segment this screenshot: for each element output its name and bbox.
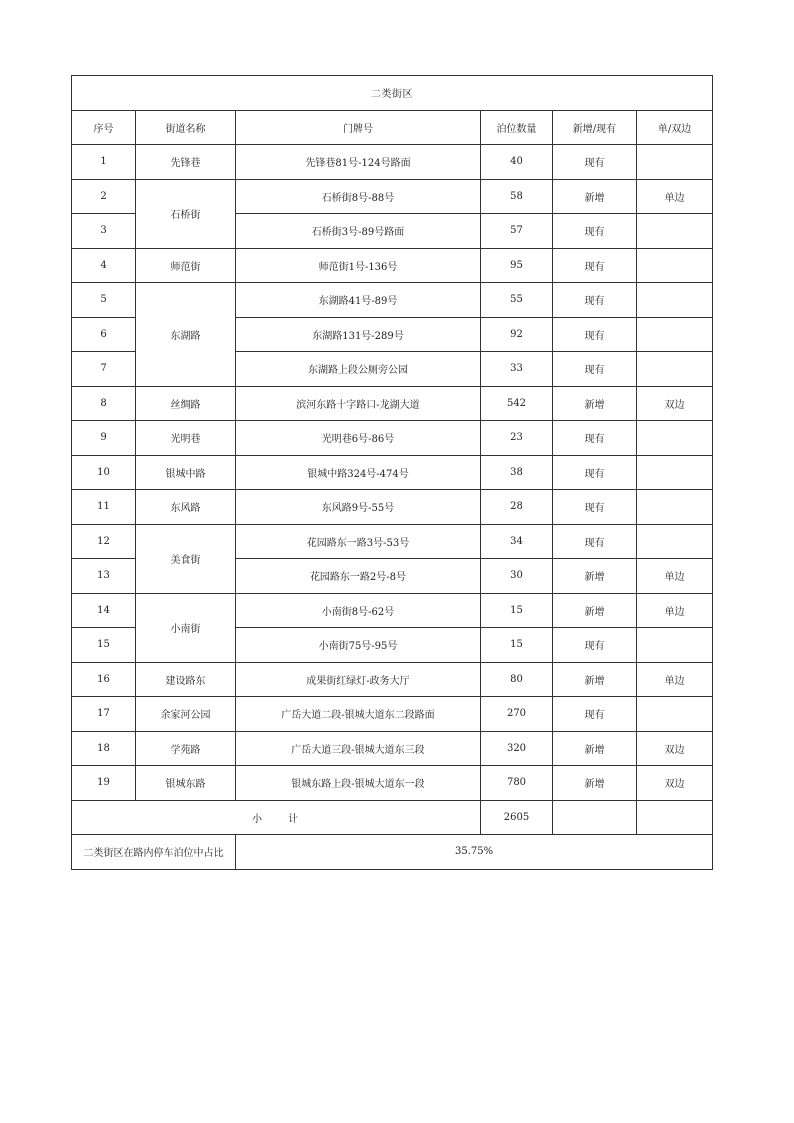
- cell-no: 3: [72, 214, 136, 249]
- cell-no: 8: [72, 386, 136, 421]
- cell-address: 东湖路41号-89号: [236, 283, 481, 318]
- cell-street: 银城中路: [136, 455, 236, 490]
- cell-side: [637, 697, 713, 732]
- header-street: 街道名称: [136, 110, 236, 145]
- header-row: [72, 110, 713, 145]
- cell-street: 石桥街: [136, 179, 236, 248]
- table-row: [72, 593, 713, 628]
- cell-side: [637, 317, 713, 352]
- cell-count: 15: [481, 593, 553, 628]
- table-row: [72, 386, 713, 421]
- table-row: [72, 455, 713, 490]
- cell-count: 30: [481, 559, 553, 594]
- header-address: 门牌号: [236, 110, 481, 145]
- cell-address: 花园路东一路3号-53号: [236, 524, 481, 559]
- header-count: 泊位数量: [481, 110, 553, 145]
- table-row: [72, 524, 713, 559]
- subtotal-count: 2605: [481, 800, 553, 835]
- table-title: 二类街区: [72, 76, 713, 111]
- table-row: [72, 766, 713, 801]
- cell-status: 现有: [553, 524, 637, 559]
- cell-count: 58: [481, 179, 553, 214]
- cell-status: 新增: [553, 559, 637, 594]
- cell-no: 14: [72, 593, 136, 628]
- cell-no: 5: [72, 283, 136, 318]
- cell-address: 东湖路上段公厕旁公园: [236, 352, 481, 387]
- cell-status: 新增: [553, 662, 637, 697]
- cell-count: 57: [481, 214, 553, 249]
- cell-no: 6: [72, 317, 136, 352]
- cell-no: 12: [72, 524, 136, 559]
- cell-side: 双边: [637, 766, 713, 801]
- cell-side: [637, 455, 713, 490]
- cell-status: 现有: [553, 697, 637, 732]
- cell-address: 小南街8号-62号: [236, 593, 481, 628]
- cell-side: 单边: [637, 559, 713, 594]
- cell-street: 东湖路: [136, 283, 236, 387]
- subtotal-row: [72, 800, 713, 835]
- cell-status: 现有: [553, 248, 637, 283]
- cell-status: 新增: [553, 179, 637, 214]
- subtotal-status-empty: [553, 800, 637, 835]
- ratio-row: [72, 835, 713, 870]
- cell-side: [637, 248, 713, 283]
- cell-street: 学苑路: [136, 731, 236, 766]
- cell-no: 16: [72, 662, 136, 697]
- cell-address: 花园路东一路2号-8号: [236, 559, 481, 594]
- cell-count: 320: [481, 731, 553, 766]
- cell-address: 银城中路324号-474号: [236, 455, 481, 490]
- cell-side: 双边: [637, 731, 713, 766]
- cell-side: [637, 283, 713, 318]
- cell-status: 现有: [553, 421, 637, 456]
- cell-status: 新增: [553, 766, 637, 801]
- cell-street: 银城东路: [136, 766, 236, 801]
- cell-status: 现有: [553, 283, 637, 318]
- cell-count: 780: [481, 766, 553, 801]
- subtotal-side-empty: [637, 800, 713, 835]
- cell-address: 师范街1号-136号: [236, 248, 481, 283]
- cell-status: 现有: [553, 455, 637, 490]
- cell-no: 1: [72, 145, 136, 180]
- parking-table: [71, 75, 713, 870]
- cell-side: [637, 628, 713, 663]
- cell-no: 4: [72, 248, 136, 283]
- table-row: [72, 248, 713, 283]
- cell-street: 余家河公园: [136, 697, 236, 732]
- cell-no: 10: [72, 455, 136, 490]
- cell-address: 东湖路131号-289号: [236, 317, 481, 352]
- cell-address: 广岳大道二段-银城大道东二段路面: [236, 697, 481, 732]
- cell-side: [637, 214, 713, 249]
- cell-no: 15: [72, 628, 136, 663]
- cell-address: 光明巷6号-86号: [236, 421, 481, 456]
- cell-side: [637, 352, 713, 387]
- cell-status: 现有: [553, 352, 637, 387]
- cell-street: 小南街: [136, 593, 236, 662]
- cell-no: 9: [72, 421, 136, 456]
- ratio-value: 35.75%: [236, 835, 713, 870]
- table-row: [72, 490, 713, 525]
- cell-side: 单边: [637, 593, 713, 628]
- cell-count: 28: [481, 490, 553, 525]
- cell-address: 先锋巷81号-124号路面: [236, 145, 481, 180]
- cell-address: 广岳大道三段-银城大道东三段: [236, 731, 481, 766]
- table-row: [72, 662, 713, 697]
- cell-side: [637, 524, 713, 559]
- cell-address: 小南街75号-95号: [236, 628, 481, 663]
- header-side: 单/双边: [637, 110, 713, 145]
- cell-address: 成果街红绿灯-政务大厅: [236, 662, 481, 697]
- cell-no: 7: [72, 352, 136, 387]
- cell-count: 270: [481, 697, 553, 732]
- header-no: 序号: [72, 110, 136, 145]
- cell-count: 15: [481, 628, 553, 663]
- cell-count: 33: [481, 352, 553, 387]
- table-row: [72, 145, 713, 180]
- cell-address: 石桥街8号-88号: [236, 179, 481, 214]
- cell-street: 师范街: [136, 248, 236, 283]
- header-status: 新增/现有: [553, 110, 637, 145]
- cell-status: 新增: [553, 731, 637, 766]
- cell-count: 95: [481, 248, 553, 283]
- cell-street: 东风路: [136, 490, 236, 525]
- cell-status: 现有: [553, 317, 637, 352]
- cell-side: 单边: [637, 179, 713, 214]
- cell-side: 单边: [637, 662, 713, 697]
- cell-count: 38: [481, 455, 553, 490]
- cell-street: 先锋巷: [136, 145, 236, 180]
- cell-status: 现有: [553, 145, 637, 180]
- table-row: [72, 179, 713, 214]
- cell-street: 丝绸路: [136, 386, 236, 421]
- cell-count: 34: [481, 524, 553, 559]
- cell-no: 13: [72, 559, 136, 594]
- table-row: [72, 421, 713, 456]
- cell-street: 光明巷: [136, 421, 236, 456]
- cell-no: 2: [72, 179, 136, 214]
- cell-count: 40: [481, 145, 553, 180]
- table-row: [72, 283, 713, 318]
- cell-no: 11: [72, 490, 136, 525]
- cell-side: 双边: [637, 386, 713, 421]
- cell-no: 18: [72, 731, 136, 766]
- cell-no: 17: [72, 697, 136, 732]
- cell-side: [637, 421, 713, 456]
- table-row: [72, 697, 713, 732]
- cell-side: [637, 490, 713, 525]
- cell-no: 19: [72, 766, 136, 801]
- cell-side: [637, 145, 713, 180]
- ratio-label: 二类街区在路内停车泊位中占比: [72, 835, 236, 870]
- cell-status: 现有: [553, 214, 637, 249]
- title-row: [72, 76, 713, 111]
- cell-status: 新增: [553, 593, 637, 628]
- cell-count: 80: [481, 662, 553, 697]
- cell-street: 建设路东: [136, 662, 236, 697]
- table-row: [72, 731, 713, 766]
- cell-count: 92: [481, 317, 553, 352]
- cell-count: 542: [481, 386, 553, 421]
- cell-address: 银城东路上段-银城大道东一段: [236, 766, 481, 801]
- cell-address: 石桥街3号-89号路面: [236, 214, 481, 249]
- cell-status: 现有: [553, 628, 637, 663]
- cell-status: 新增: [553, 386, 637, 421]
- cell-status: 现有: [553, 490, 637, 525]
- cell-count: 23: [481, 421, 553, 456]
- subtotal-label: 小 计: [72, 800, 481, 835]
- cell-address: 东风路9号-55号: [236, 490, 481, 525]
- cell-street: 美食街: [136, 524, 236, 593]
- cell-count: 55: [481, 283, 553, 318]
- cell-address: 滨河东路十字路口-龙湖大道: [236, 386, 481, 421]
